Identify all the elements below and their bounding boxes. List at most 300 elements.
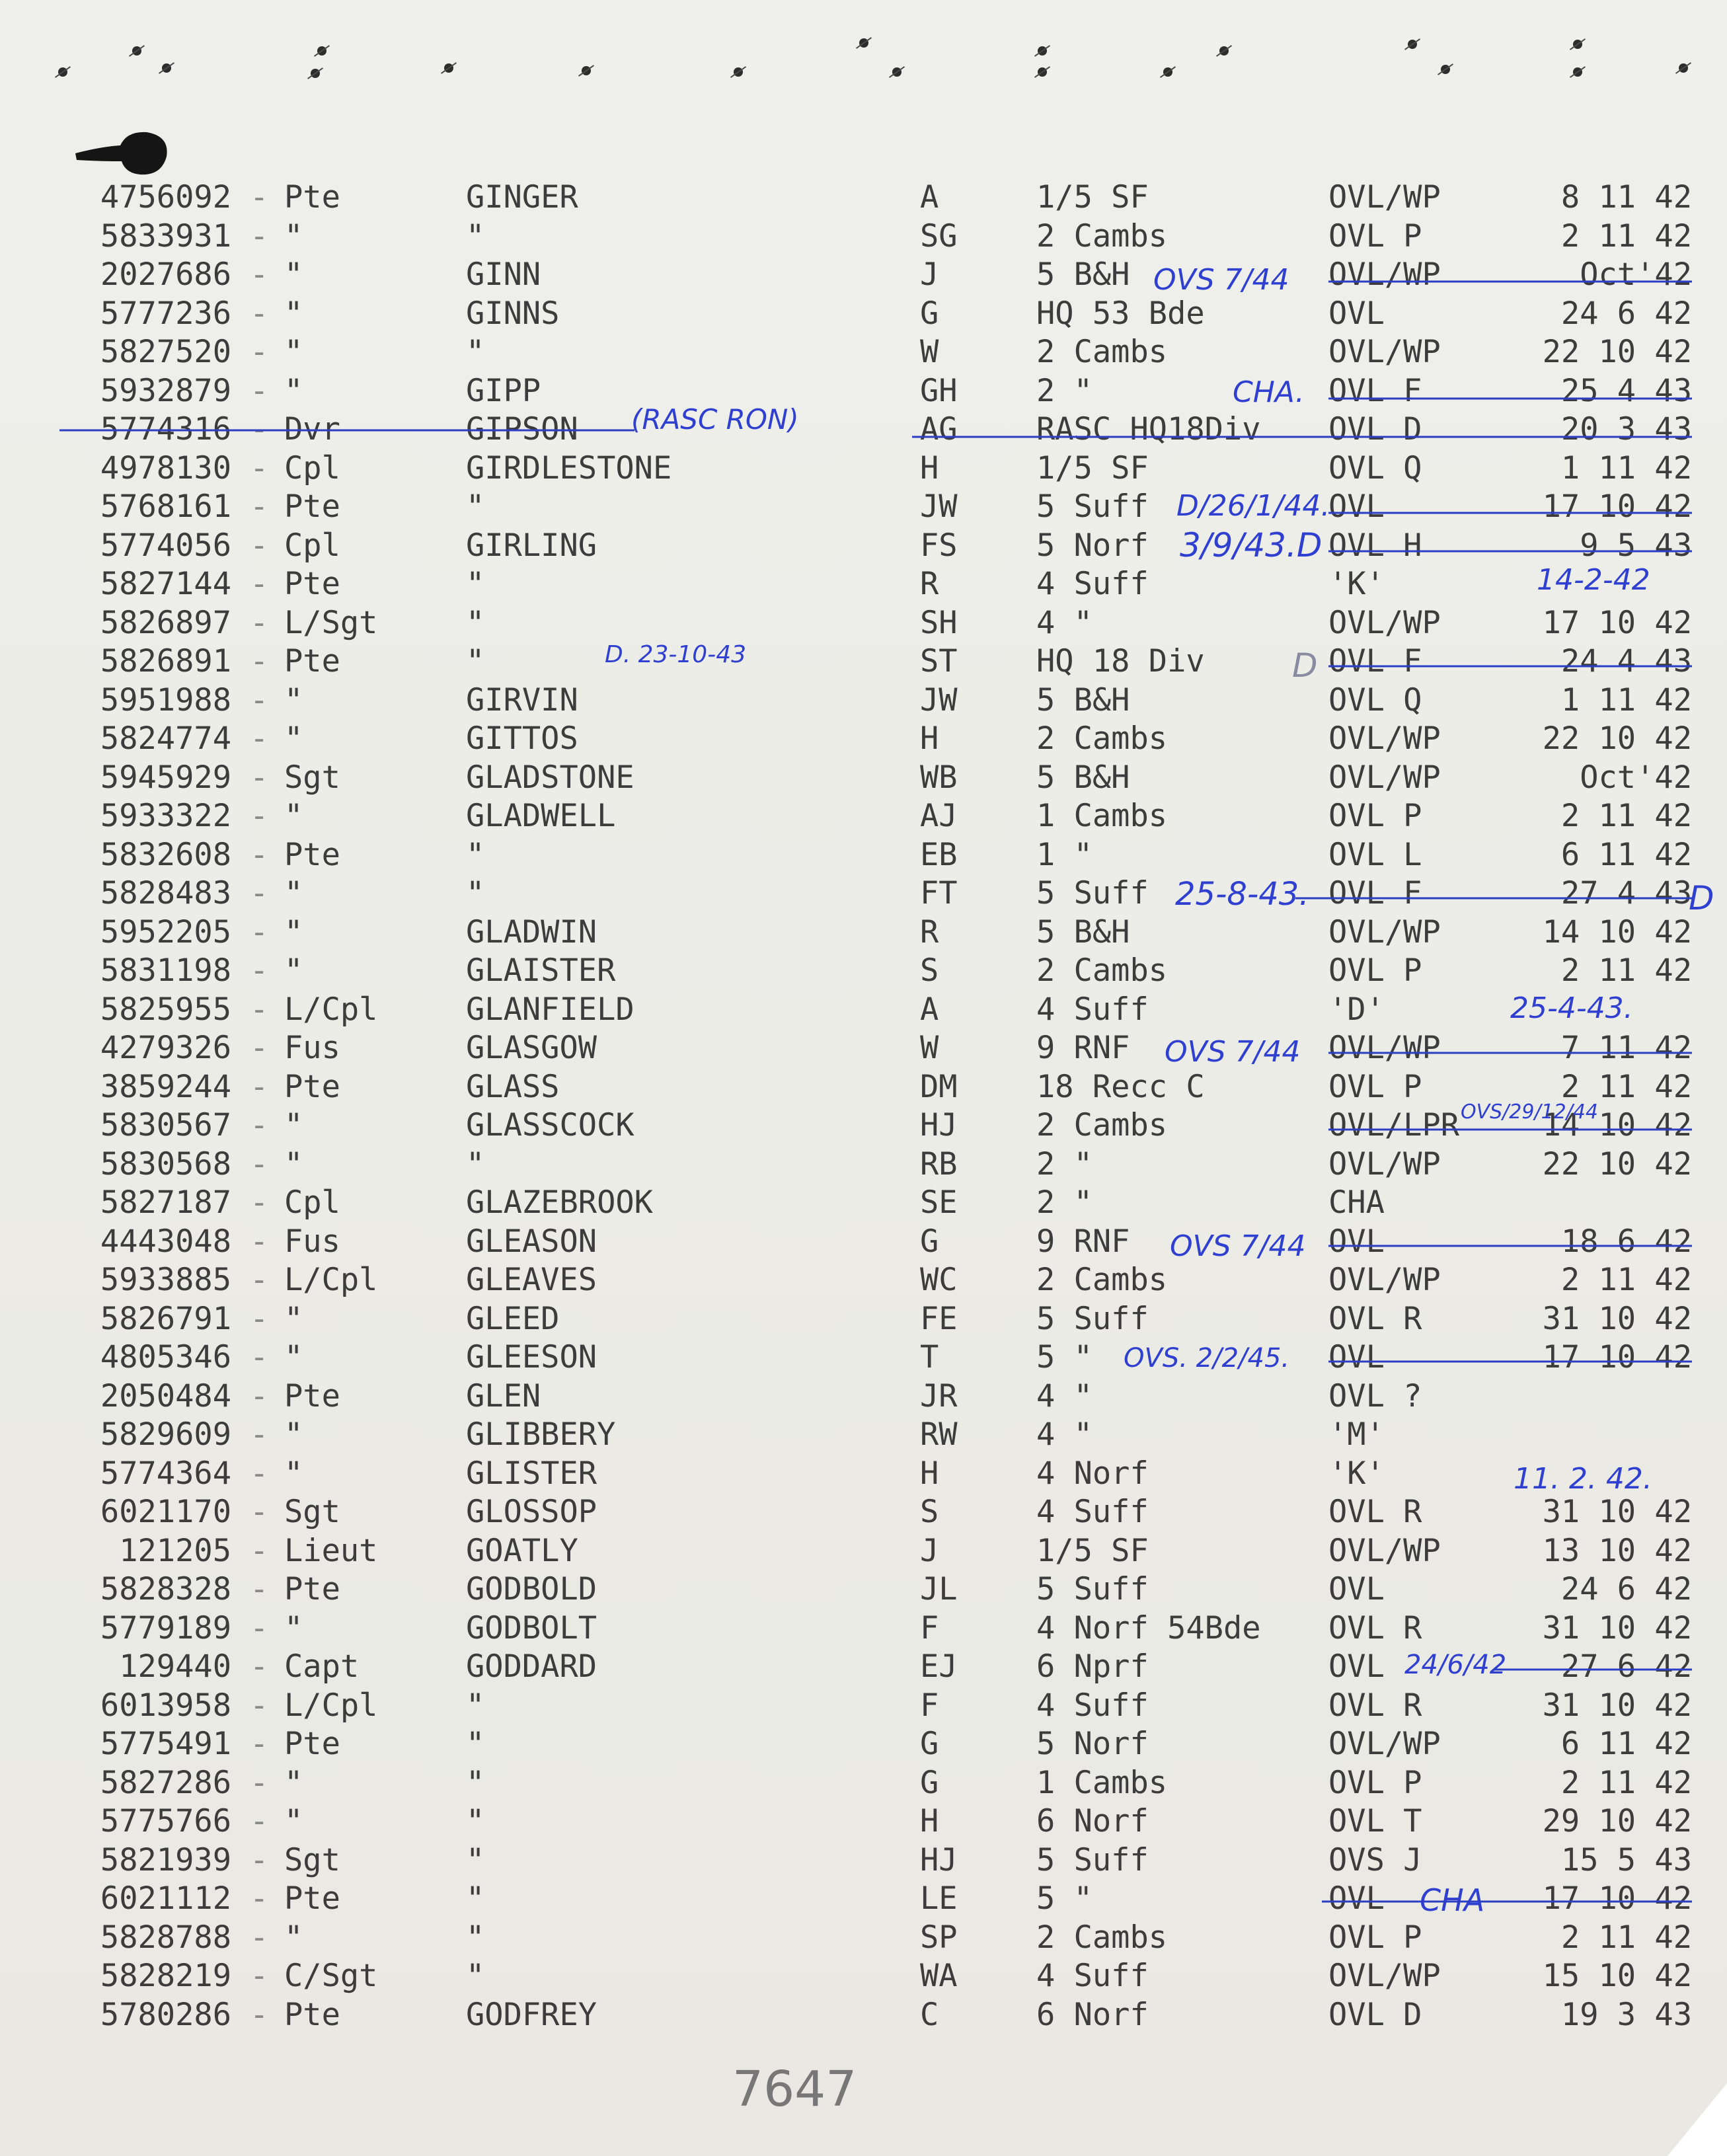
row-tick: - [250,1300,269,1337]
service-number: 5833931 [100,217,231,254]
rank: L/Sgt [284,604,378,641]
rank: Pte [284,1377,340,1414]
initials: RW [920,1416,958,1453]
service-number: 5827520 [100,334,231,370]
surname: GLADWELL [466,798,616,834]
unit: 6 Nprf [1036,1648,1149,1685]
surname: GINN [466,256,541,293]
date: 17 10 42 [1542,1339,1692,1375]
date: 2 11 42 [1560,1068,1692,1105]
status: OVL P [1328,1919,1422,1956]
initials: F [920,1609,939,1646]
initials: H [920,720,939,757]
rank: Fus [284,1030,340,1066]
initials: SE [920,1184,958,1221]
row-tick: - [250,1030,269,1066]
date: 2 11 42 [1560,952,1692,989]
initials: AG [920,411,958,447]
row-tick: - [250,643,269,679]
rank: " [284,217,303,254]
unit: 4 Norf 54Bde [1036,1609,1261,1646]
rank: " [284,952,303,989]
row-tick: - [250,1880,269,1917]
rank: Sgt [284,759,340,796]
row-tick: - [250,1764,269,1801]
ink-note: 14-2-42 [1537,563,1650,597]
date: 2 11 42 [1560,1764,1692,1801]
surname: " [466,1764,485,1801]
status: OVL F [1328,372,1422,409]
initials: A [920,991,939,1028]
unit: 2 Cambs [1036,720,1168,757]
surname: " [466,643,485,679]
unit: 5 Suff [1036,1841,1149,1878]
service-number: 5768161 [100,488,231,525]
ink-note: 3/9/43.D [1180,526,1323,564]
rank: " [284,720,303,757]
initials: HJ [920,1841,958,1878]
row-tick: - [250,1107,269,1143]
date: 2 11 42 [1560,217,1692,254]
surname: GIPP [466,372,541,409]
rank: " [284,1455,303,1492]
surname: GOATLY [466,1532,578,1569]
service-number: 6021112 [100,1880,231,1917]
unit: 4 " [1036,1416,1093,1453]
row-tick: - [250,256,269,293]
rank: Cpl [284,449,340,486]
service-number: 129440 [119,1648,231,1685]
initials: T [920,1339,939,1375]
service-number: 4978130 [100,449,231,486]
rank: " [284,1145,303,1182]
date: 22 10 42 [1542,1145,1692,1182]
status: OVL D [1328,1996,1422,2033]
unit: 2 Cambs [1036,1107,1168,1143]
ink-note: D. 23-10-43 [605,641,747,668]
date: 25 4 43 [1560,372,1692,409]
service-number: 5933322 [100,798,231,834]
status: CHA [1328,1184,1385,1221]
initials: H [920,1455,939,1492]
row-tick: - [250,1455,269,1492]
surname: GLEESON [466,1339,597,1375]
rank: Lieut [284,1532,378,1569]
unit: 5 B&H [1036,681,1130,718]
surname: GLEASON [466,1223,597,1260]
unit: 1/5 SF [1036,449,1149,486]
date: 29 10 42 [1542,1803,1692,1839]
unit: 2 Cambs [1036,334,1168,370]
ink-note: OVS. 2/2/45. [1124,1343,1290,1373]
status: OVL P [1328,798,1422,834]
service-number: 5945929 [100,759,231,796]
status: OVL ? [1328,1377,1422,1414]
surname: GIRVIN [466,681,578,718]
row-tick: - [250,1609,269,1646]
service-number: 5827144 [100,566,231,602]
initials: SP [920,1919,958,1956]
unit: 5 Norf [1036,527,1149,564]
row-tick: - [250,1223,269,1260]
surname: " [466,604,485,641]
date: 22 10 42 [1542,334,1692,370]
rank: " [284,1803,303,1839]
row-tick: - [250,1919,269,1956]
date: 9 5 43 [1580,527,1692,564]
rank: " [284,1339,303,1375]
service-number: 5826891 [100,643,231,679]
row-tick: - [250,1996,269,2033]
row-tick: - [250,836,269,873]
date: 19 3 43 [1560,1996,1692,2033]
row-tick: - [250,1068,269,1105]
service-number: 5829609 [100,1416,231,1453]
unit: 4 Suff [1036,1958,1149,1994]
initials: J [920,256,939,293]
surname: GIRDLESTONE [466,449,672,486]
service-number: 4443048 [100,1223,231,1260]
initials: JL [920,1571,958,1607]
service-number: 5933885 [100,1262,231,1298]
status: OVL [1328,488,1385,525]
rank: Capt [284,1648,360,1685]
unit: 5 Norf [1036,1726,1149,1762]
rank: Cpl [284,527,340,564]
page-number: 7647 [732,2061,857,2118]
row-tick: - [250,217,269,254]
status: OVL [1328,1339,1385,1375]
initials: WB [920,759,958,796]
initials: W [920,334,939,370]
row-tick: - [250,1803,269,1839]
status: OVL P [1328,952,1422,989]
status: 'D' [1328,991,1385,1028]
initials: S [920,952,939,989]
initials: FS [920,527,958,564]
surname: GLEED [466,1300,560,1337]
initials: H [920,1803,939,1839]
rank: " [284,681,303,718]
service-number: 5830568 [100,1145,231,1182]
rank: Sgt [284,1494,340,1530]
status: OVL/WP [1328,1262,1441,1298]
status: OVL R [1328,1609,1422,1646]
rank: Pte [284,836,340,873]
service-number: 5832608 [100,836,231,873]
unit: 5 Suff [1036,1300,1149,1337]
initials: WC [920,1262,958,1298]
ink-note: 25-8-43. [1175,876,1309,913]
unit: 5 " [1036,1339,1093,1375]
service-number: 5825955 [100,991,231,1028]
rank: " [284,295,303,332]
rank: Cpl [284,1184,340,1221]
row-tick: - [250,1416,269,1453]
status: OVL T [1328,1803,1422,1839]
row-tick: - [250,1726,269,1762]
date: 31 10 42 [1542,1300,1692,1337]
initials: C [920,1996,939,2033]
status: OVL/WP [1328,179,1441,215]
rank: " [284,913,303,950]
unit: 2 Cambs [1036,217,1168,254]
unit: 4 " [1036,1377,1093,1414]
unit: HQ 53 Bde [1036,295,1205,332]
row-tick: - [250,449,269,486]
status: OVL/LPR [1328,1107,1460,1143]
row-tick: - [250,1262,269,1298]
initials: H [920,449,939,486]
surname: " [466,1803,485,1839]
surname: " [466,1919,485,1956]
status: OVL L [1328,836,1422,873]
date: 27 4 43 [1560,875,1692,911]
rank: " [284,875,303,911]
unit: 1 Cambs [1036,1764,1168,1801]
surname: GITTOS [466,720,578,757]
initials: A [920,179,939,215]
service-number: 5831198 [100,952,231,989]
date: 2 11 42 [1560,798,1692,834]
status: OVL [1328,295,1385,332]
initials: HJ [920,1107,958,1143]
status: OVL F [1328,643,1422,679]
service-number: 5952205 [100,913,231,950]
date: 20 3 43 [1560,411,1692,447]
status: OVL/WP [1328,1145,1441,1182]
unit: 6 Norf [1036,1996,1149,2033]
unit: RASC HQ18Div [1036,411,1261,447]
status: OVL [1328,1223,1385,1260]
date: 24 6 42 [1560,295,1692,332]
unit: 5 Suff [1036,1571,1149,1607]
initials: JW [920,681,958,718]
service-number: 5828328 [100,1571,231,1607]
unit: 2 Cambs [1036,1919,1168,1956]
initials: FT [920,875,958,911]
service-number: 4279326 [100,1030,231,1066]
surname: GLEN [466,1377,541,1414]
service-number: 5828483 [100,875,231,911]
rank: Pte [284,488,340,525]
surname: GLEAVES [466,1262,597,1298]
row-tick: - [250,1339,269,1375]
date: 17 10 42 [1542,604,1692,641]
surname: GODDARD [466,1648,597,1685]
date: 13 10 42 [1542,1532,1692,1569]
surname: " [466,875,485,911]
status: OVL/WP [1328,1030,1441,1066]
status: OVL P [1328,217,1422,254]
status: OVL R [1328,1687,1422,1724]
service-number: 121205 [119,1532,231,1569]
rank: Pte [284,566,340,602]
service-number: 2050484 [100,1377,231,1414]
rank: Dvr [284,411,340,447]
unit: 9 RNF [1036,1223,1130,1260]
rank: " [284,1919,303,1956]
unit: 4 Suff [1036,1687,1149,1724]
service-number: 5780286 [100,1996,231,2033]
unit: 4 Suff [1036,991,1149,1028]
rank: L/Cpl [284,1262,378,1298]
unit: 1/5 SF [1036,179,1149,215]
row-tick: - [250,1494,269,1530]
date: 6 11 42 [1560,836,1692,873]
row-tick: - [250,1841,269,1878]
ink-note: (RASC RON) [631,403,799,436]
row-tick: - [250,875,269,911]
unit: 1/5 SF [1036,1532,1149,1569]
status: OVL Q [1328,449,1422,486]
row-tick: - [250,913,269,950]
row-tick: - [250,1145,269,1182]
row-tick: - [250,179,269,215]
status: OVL H [1328,527,1422,564]
service-number: 5828219 [100,1958,231,1994]
status: OVL/WP [1328,1958,1441,1994]
rank: " [284,1107,303,1143]
date: 6 11 42 [1560,1726,1692,1762]
initials: S [920,1494,939,1530]
rank: L/Cpl [284,991,378,1028]
row-tick: - [250,798,269,834]
service-number: 3859244 [100,1068,231,1105]
rank: " [284,1300,303,1337]
rank: Pte [284,643,340,679]
ink-note: OVS/29/12/44 [1461,1100,1599,1124]
surname: " [466,1145,485,1182]
date: 1 11 42 [1560,449,1692,486]
ink-note: OVS 7/44 [1165,1035,1301,1069]
date: 22 10 42 [1542,720,1692,757]
ink-note: D [1292,646,1318,685]
status: OVL R [1328,1494,1422,1530]
unit: 4 Suff [1036,566,1149,602]
status: OVL/WP [1328,720,1441,757]
initials: ST [920,643,958,679]
unit: 1 Cambs [1036,798,1168,834]
surname: GODBOLT [466,1609,597,1646]
initials: FE [920,1300,958,1337]
surname: GLOSSOP [466,1494,597,1530]
row-tick: - [250,295,269,332]
surname: " [466,217,485,254]
service-number: 5777236 [100,295,231,332]
initials: G [920,295,939,332]
surname: GODFREY [466,1996,597,2033]
date: 8 11 42 [1560,179,1692,215]
unit: HQ 18 Div [1036,643,1205,679]
status: OVL Q [1328,681,1422,718]
unit: 4 " [1036,604,1093,641]
surname: GODBOLD [466,1571,597,1607]
status: OVL/WP [1328,1726,1441,1762]
surname: GLADWIN [466,913,597,950]
unit: 5 B&H [1036,759,1130,796]
initials: G [920,1764,939,1801]
service-number: 4805346 [100,1339,231,1375]
unit: 4 Norf [1036,1455,1149,1492]
rank: Pte [284,1726,340,1762]
surname: GIRLING [466,527,597,564]
unit: 5 B&H [1036,913,1130,950]
initials: DM [920,1068,958,1105]
unit: 2 " [1036,1184,1093,1221]
surname: GLASSCOCK [466,1107,634,1143]
initials: R [920,913,939,950]
status: OVL/WP [1328,1532,1441,1569]
rank: " [284,798,303,834]
date: 31 10 42 [1542,1609,1692,1646]
initials: JW [920,488,958,525]
service-number: 5775766 [100,1803,231,1839]
unit: 5 Suff [1036,875,1149,911]
row-tick: - [250,1648,269,1685]
ink-note: D/26/1/44. [1176,489,1330,523]
initials: RB [920,1145,958,1182]
initials: AJ [920,798,958,834]
surname: GLAZEBROOK [466,1184,653,1221]
row-tick: - [250,1687,269,1724]
initials: W [920,1030,939,1066]
row-tick: - [250,604,269,641]
service-number: 5774056 [100,527,231,564]
initials: F [920,1687,939,1724]
service-number: 4756092 [100,179,231,215]
unit: 5 Suff [1036,488,1149,525]
service-number: 5827187 [100,1184,231,1221]
date: Oct'42 [1580,256,1692,293]
initials: G [920,1726,939,1762]
service-number: 5824774 [100,720,231,757]
ink-note: CHA. [1233,375,1305,409]
service-number: 5827286 [100,1764,231,1801]
row-tick: - [250,952,269,989]
row-tick: - [250,488,269,525]
row-tick: - [250,566,269,602]
rank: Pte [284,179,340,215]
rank: " [284,1609,303,1646]
rank: Fus [284,1223,340,1260]
surname: GINGER [466,179,578,215]
initials: SH [920,604,958,641]
surname: " [466,566,485,602]
unit: 2 Cambs [1036,952,1168,989]
unit: 5 B&H [1036,256,1130,293]
surname: " [466,1687,485,1724]
row-tick: - [250,1184,269,1221]
row-tick: - [250,1532,269,1569]
status: OVL P [1328,1764,1422,1801]
initials: EB [920,836,958,873]
service-number: 5774364 [100,1455,231,1492]
ink-note: CHA [1420,1882,1485,1918]
initials: GH [920,372,958,409]
service-number: 5779189 [100,1609,231,1646]
date: 2 11 42 [1560,1262,1692,1298]
unit: 4 Suff [1036,1494,1149,1530]
date: 7 11 42 [1560,1030,1692,1066]
initials: LE [920,1880,958,1917]
row-tick: - [250,720,269,757]
service-number: 5932879 [100,372,231,409]
status: OVL/WP [1328,256,1441,293]
ink-note: 24/6/42 [1404,1650,1507,1680]
service-number: 5775491 [100,1726,231,1762]
rank: L/Cpl [284,1687,378,1724]
